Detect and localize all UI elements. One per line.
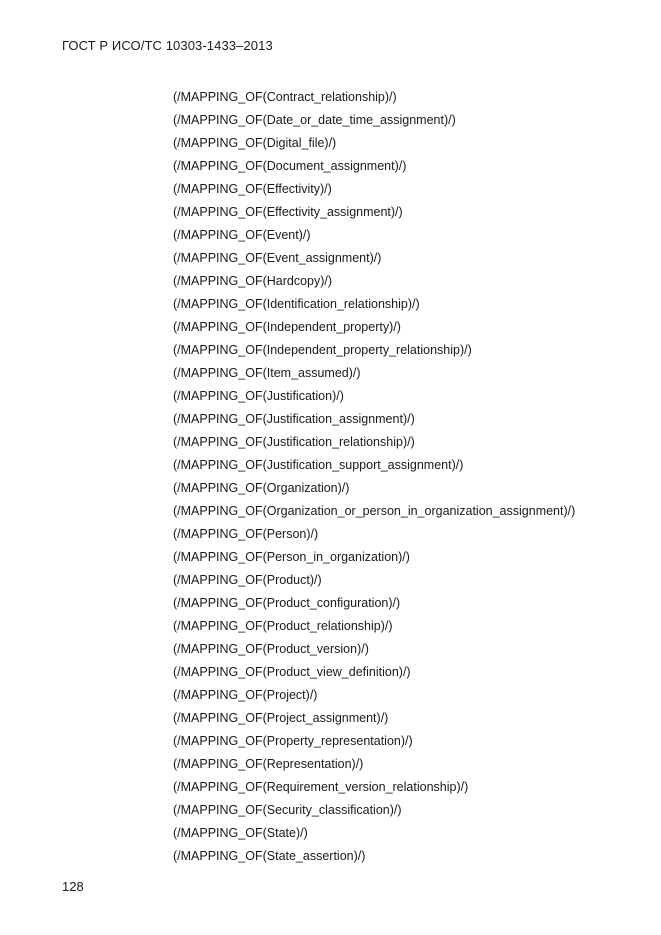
mapping-line: (/MAPPING_OF(Event)/) <box>173 228 311 242</box>
mapping-line: (/MAPPING_OF(Representation)/) <box>173 757 364 771</box>
mapping-line: (/MAPPING_OF(Date_or_date_time_assignment)/) <box>173 113 456 127</box>
mapping-line: (/MAPPING_OF(Effectivity_assignment)/) <box>173 205 403 219</box>
mapping-line: (/MAPPING_OF(Security_classification)/) <box>173 803 402 817</box>
mapping-line: (/MAPPING_OF(Justification_relationship)/) <box>173 435 415 449</box>
mapping-line: (/MAPPING_OF(Product_relationship)/) <box>173 619 393 633</box>
mapping-line: (/MAPPING_OF(Product)/) <box>173 573 322 587</box>
mapping-line: (/MAPPING_OF(Product_view_definition)/) <box>173 665 411 679</box>
mapping-line: (/MAPPING_OF(Justification_support_assignment)/) <box>173 458 464 472</box>
mapping-line: (/MAPPING_OF(Independent_property_relationship)/) <box>173 343 472 357</box>
mapping-line: (/MAPPING_OF(Item_assumed)/) <box>173 366 361 380</box>
mapping-line: (/MAPPING_OF(Organization)/) <box>173 481 350 495</box>
mapping-line: (/MAPPING_OF(Identification_relationship)/) <box>173 297 420 311</box>
mapping-line: (/MAPPING_OF(Requirement_version_relationship)/) <box>173 780 469 794</box>
mapping-line: (/MAPPING_OF(Independent_property)/) <box>173 320 401 334</box>
mapping-line: (/MAPPING_OF(Justification)/) <box>173 389 344 403</box>
mapping-line: (/MAPPING_OF(Project)/) <box>173 688 318 702</box>
mapping-line: (/MAPPING_OF(State_assertion)/) <box>173 849 366 863</box>
mapping-line: (/MAPPING_OF(Project_assignment)/) <box>173 711 389 725</box>
mapping-line: (/MAPPING_OF(Document_assignment)/) <box>173 159 407 173</box>
mapping-line: (/MAPPING_OF(Property_representation)/) <box>173 734 413 748</box>
mapping-line: (/MAPPING_OF(Event_assignment)/) <box>173 251 382 265</box>
mapping-line: (/MAPPING_OF(Product_configuration)/) <box>173 596 401 610</box>
mapping-line: (/MAPPING_OF(Product_version)/) <box>173 642 369 656</box>
mapping-line: (/MAPPING_OF(Organization_or_person_in_organization_assignment)/) <box>173 504 576 518</box>
document-header: ГОСТ Р ИСО/ТС 10303-1433–2013 <box>62 38 273 53</box>
mapping-line: (/MAPPING_OF(Hardcopy)/) <box>173 274 333 288</box>
mapping-line: (/MAPPING_OF(Person)/) <box>173 527 319 541</box>
mapping-line: (/MAPPING_OF(State)/) <box>173 826 308 840</box>
mapping-line: (/MAPPING_OF(Digital_file)/) <box>173 136 337 150</box>
mapping-line: (/MAPPING_OF(Effectivity)/) <box>173 182 332 196</box>
mapping-line: (/MAPPING_OF(Contract_relationship)/) <box>173 90 397 104</box>
mapping-list <box>173 86 575 868</box>
mapping-line: (/MAPPING_OF(Person_in_organization)/) <box>173 550 410 564</box>
page-number: 128 <box>62 879 84 894</box>
mapping-line: (/MAPPING_OF(Justification_assignment)/) <box>173 412 415 426</box>
